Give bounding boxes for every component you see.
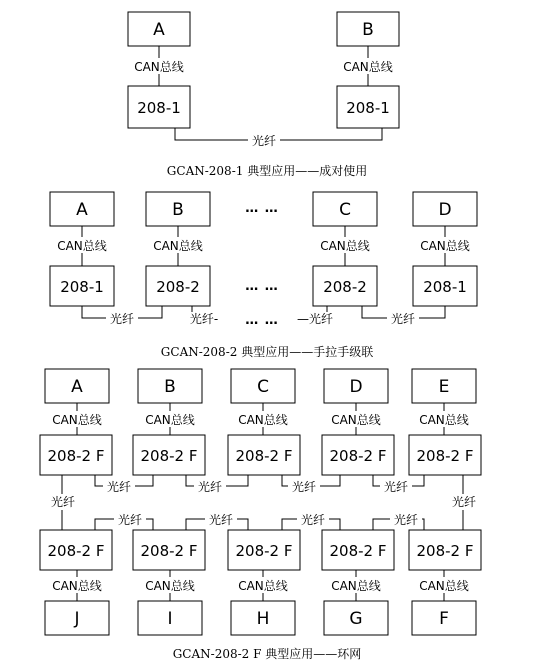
can-bus-label: CAN总线 [419,413,469,427]
caption-ring-network: GCAN-208-2 F 典型应用——环网 [172,647,362,661]
device-label: 208-2 [323,278,367,296]
can-bus-label: CAN总线 [52,579,102,593]
fiber-label: 光纤 [383,480,409,494]
node-h-label: H [256,609,270,629]
node-e-label: E [438,377,450,397]
fiber-label: —光纤 [296,312,334,326]
node-b-label: B [164,377,176,397]
device-label: 208-2 F [140,542,198,560]
can-bus-label: CAN总线 [331,579,381,593]
fiber-label: 光纤 [390,312,416,326]
node-j-label: J [74,609,80,629]
device-label: 208-2 F [47,447,105,465]
can-bus-label: CAN总线 [238,579,288,593]
fiber-label: 光纤 [393,513,419,527]
section-ring-network [40,369,481,661]
can-bus-label: CAN总线 [145,413,195,427]
device-label: 208-2 F [416,542,474,560]
node-a-label: A [153,20,165,40]
fiber-label: 光纤 [208,513,234,527]
fiber-label: 光纤- [189,312,219,326]
section-pair-usage [128,12,399,178]
device-label: 208-2 F [416,447,474,465]
can-bus-label: CAN总线 [57,239,107,253]
device-label: 208-2 F [329,542,387,560]
node-b-label: B [172,200,184,220]
caption-daisy-chain: GCAN-208-2 典型应用——手拉手级联 [160,345,374,359]
device-label: 208-2 F [140,447,198,465]
node-d-label: D [349,377,363,397]
section-daisy-chain [50,192,477,359]
device-label: 208-2 F [329,447,387,465]
node-b-label: B [362,20,374,40]
device-label: 208-2 F [47,542,105,560]
can-bus-label: CAN总线 [331,413,381,427]
fiber-label: 光纤 [251,134,277,148]
device-label: 208-1 [60,278,104,296]
fiber-label: 光纤 [451,495,477,509]
ellipsis: … … [245,313,279,328]
can-bus-label: CAN总线 [52,413,102,427]
can-bus-label: CAN总线 [134,60,184,74]
fiber-label: 光纤 [291,480,317,494]
fiber-label: 光纤 [197,480,223,494]
fiber-label: 光纤 [106,480,132,494]
device-label: 208-1 [423,278,467,296]
node-a-label: A [71,377,83,397]
can-bus-label: CAN总线 [145,579,195,593]
device-label: 208-1 [346,99,390,117]
node-c-label: C [257,377,269,397]
can-bus-label: CAN总线 [343,60,393,74]
node-a-label: A [76,200,88,220]
fiber-label: 光纤 [109,312,135,326]
can-bus-label: CAN总线 [238,413,288,427]
ellipsis: … … [245,279,279,294]
can-bus-label: CAN总线 [320,239,370,253]
node-i-label: I [167,609,173,629]
device-label: 208-2 [156,278,200,296]
device-label: 208-2 F [235,447,293,465]
can-bus-label: CAN总线 [153,239,203,253]
fiber-label: 光纤 [300,513,326,527]
node-f-label: F [439,609,449,629]
fiber-label: 光纤 [50,495,76,509]
can-bus-label: CAN总线 [419,579,469,593]
caption-pair-usage: GCAN-208-1 典型应用——成对使用 [166,164,368,178]
device-label: 208-2 F [235,542,293,560]
node-g-label: G [349,609,363,629]
fiber-label: 光纤 [117,513,143,527]
node-c-label: C [339,200,351,220]
can-bus-label: CAN总线 [420,239,470,253]
device-label: 208-1 [137,99,181,117]
node-d-label: D [438,200,452,220]
ellipsis: … … [245,201,279,216]
